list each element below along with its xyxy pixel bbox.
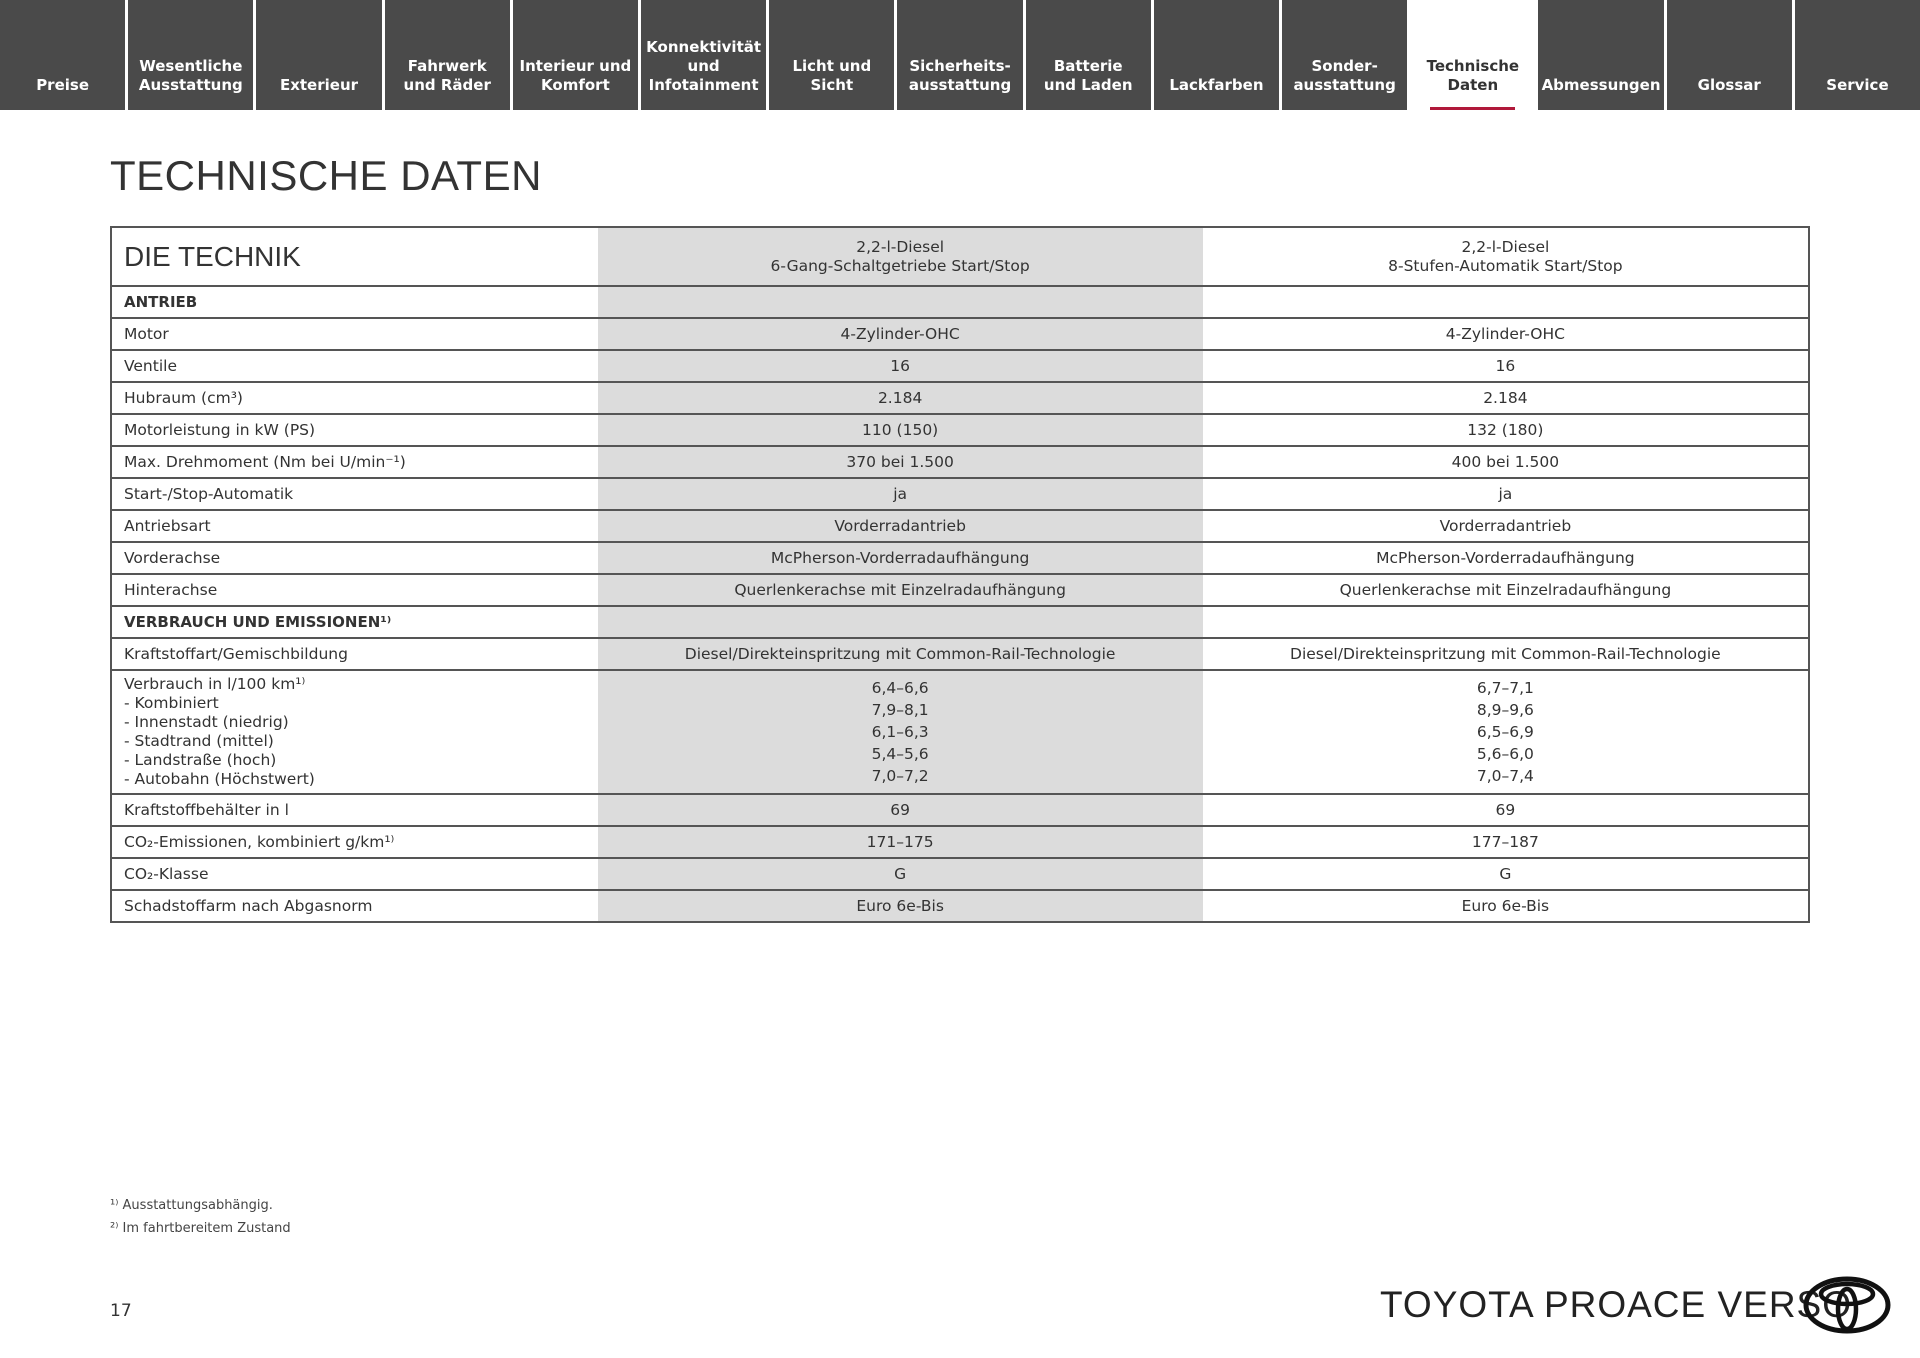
row-label: Motor xyxy=(111,318,598,350)
tab-sicherheits-ausstattung[interactable]: Sicherheits- ausstattung xyxy=(897,0,1025,110)
table-row xyxy=(111,574,1809,606)
value-automatic: 69 xyxy=(1203,794,1809,826)
table-row xyxy=(111,382,1809,414)
value-automatic: G xyxy=(1203,858,1809,890)
value-automatic: Querlenkerachse mit Einzelradaufhängung xyxy=(1203,574,1809,606)
table-row xyxy=(111,510,1809,542)
page-title: TECHNISCHE DATEN xyxy=(110,152,542,199)
value-automatic: 132 (180) xyxy=(1203,414,1809,446)
value-automatic: 6,7–7,1 8,9–9,6 6,5–6,9 5,6–6,0 7,0–7,4 xyxy=(1203,670,1809,794)
value-manual: G xyxy=(598,858,1203,890)
table-row xyxy=(111,446,1809,478)
value-manual: Diesel/Direkteinspritzung mit Common-Rail-Technologie xyxy=(598,638,1203,670)
tab-konnektivität-und-infotainment[interactable]: Konnektivität und Infotainment xyxy=(641,0,769,110)
row-label: CO₂-Emissionen, kombiniert g/km¹⁾ xyxy=(111,826,598,858)
row-label: Kraftstoffbehälter in l xyxy=(111,794,598,826)
row-label: Verbrauch in l/100 km¹⁾ - Kombiniert - Innenstadt (niedrig) - Stadtrand (mittel) - Landstraße (hoch) - Autobahn (Höchstwert) xyxy=(111,670,598,794)
row-label: Ventile xyxy=(111,350,598,382)
value-manual: 2.184 xyxy=(598,382,1203,414)
table-header-row xyxy=(111,227,1809,286)
row-label: Kraftstoffart/Gemischbildung xyxy=(111,638,598,670)
value-manual xyxy=(598,606,1203,638)
value-automatic: Vorderradantrieb xyxy=(1203,510,1809,542)
tab-licht-und-sicht[interactable]: Licht und Sicht xyxy=(769,0,897,110)
column-header-automatic: 2,2-l-Diesel 8-Stufen-Automatik Start/Stop xyxy=(1203,227,1809,286)
column-header-manual: 2,2-l-Diesel 6-Gang-Schaltgetriebe Start/Stop xyxy=(598,227,1203,286)
value-manual: Vorderradantrieb xyxy=(598,510,1203,542)
value-automatic xyxy=(1203,606,1809,638)
table-heading: DIE TECHNIK xyxy=(111,227,598,286)
value-manual: 69 xyxy=(598,794,1203,826)
table-row xyxy=(111,670,1809,794)
value-manual: 370 bei 1.500 xyxy=(598,446,1203,478)
tab-preise[interactable]: Preise xyxy=(0,0,128,110)
row-label: Hinterachse xyxy=(111,574,598,606)
value-automatic: 2.184 xyxy=(1203,382,1809,414)
value-automatic: 400 bei 1.500 xyxy=(1203,446,1809,478)
row-label: ANTRIEB xyxy=(111,286,598,318)
tab-abmessungen[interactable]: Abmessungen xyxy=(1538,0,1666,110)
tab-sonder-ausstattung[interactable]: Sonder- ausstattung xyxy=(1282,0,1410,110)
page-number: 17 xyxy=(110,1301,132,1321)
value-manual: 16 xyxy=(598,350,1203,382)
table-row xyxy=(111,478,1809,510)
tab-interieur-und-komfort[interactable]: Interieur und Komfort xyxy=(513,0,641,110)
section-row xyxy=(111,286,1809,318)
value-automatic xyxy=(1203,286,1809,318)
value-manual: Euro 6e-Bis xyxy=(598,890,1203,922)
value-manual: ja xyxy=(598,478,1203,510)
tab-exterieur[interactable]: Exterieur xyxy=(256,0,384,110)
row-label: Motorleistung in kW (PS) xyxy=(111,414,598,446)
section-nav xyxy=(0,0,1920,110)
footnote-1: ¹⁾ Ausstattungsabhängig. xyxy=(110,1198,273,1213)
value-automatic: 4-Zylinder-OHC xyxy=(1203,318,1809,350)
section-row xyxy=(111,606,1809,638)
tab-wesentliche-ausstattung[interactable]: Wesentliche Ausstattung xyxy=(128,0,256,110)
value-automatic: ja xyxy=(1203,478,1809,510)
table-row xyxy=(111,890,1809,922)
table-row xyxy=(111,826,1809,858)
value-manual: Querlenkerachse mit Einzelradaufhängung xyxy=(598,574,1203,606)
table-row xyxy=(111,350,1809,382)
tab-fahrwerk-und-räder[interactable]: Fahrwerk und Räder xyxy=(385,0,513,110)
row-label: VERBRAUCH UND EMISSIONEN¹⁾ xyxy=(111,606,598,638)
value-manual: McPherson-Vorderradaufhängung xyxy=(598,542,1203,574)
table-row xyxy=(111,542,1809,574)
table-row xyxy=(111,638,1809,670)
tab-batterie-und-laden[interactable]: Batterie und Laden xyxy=(1026,0,1154,110)
tech-data-table xyxy=(110,226,1810,923)
tab-lackfarben[interactable]: Lackfarben xyxy=(1154,0,1282,110)
value-manual: 110 (150) xyxy=(598,414,1203,446)
row-label: CO₂-Klasse xyxy=(111,858,598,890)
footnote-2: ²⁾ Im fahrtbereitem Zustand xyxy=(110,1221,291,1236)
brand-name: TOYOTA PROACE VERSO xyxy=(1380,1284,1853,1325)
tab-technische-daten[interactable]: Technische Daten xyxy=(1410,0,1538,110)
row-label: Hubraum (cm³) xyxy=(111,382,598,414)
row-label: Max. Drehmoment (Nm bei U/min⁻¹) xyxy=(111,446,598,478)
table-row xyxy=(111,794,1809,826)
value-automatic: 177–187 xyxy=(1203,826,1809,858)
table-row xyxy=(111,858,1809,890)
value-automatic: McPherson-Vorderradaufhängung xyxy=(1203,542,1809,574)
table-row xyxy=(111,414,1809,446)
tab-service[interactable]: Service xyxy=(1795,0,1920,110)
tab-glossar[interactable]: Glossar xyxy=(1667,0,1795,110)
value-automatic: Diesel/Direkteinspritzung mit Common-Rail-Technologie xyxy=(1203,638,1809,670)
table-row xyxy=(111,318,1809,350)
value-automatic: Euro 6e-Bis xyxy=(1203,890,1809,922)
value-manual: 6,4–6,6 7,9–8,1 6,1–6,3 5,4–5,6 7,0–7,2 xyxy=(598,670,1203,794)
value-automatic: 16 xyxy=(1203,350,1809,382)
row-label: Vorderachse xyxy=(111,542,598,574)
row-label: Start-/Stop-Automatik xyxy=(111,478,598,510)
value-manual: 4-Zylinder-OHC xyxy=(598,318,1203,350)
row-label: Schadstoffarm nach Abgasnorm xyxy=(111,890,598,922)
value-manual xyxy=(598,286,1203,318)
value-manual: 171–175 xyxy=(598,826,1203,858)
row-label: Antriebsart xyxy=(111,510,598,542)
toyota-logo-icon xyxy=(1802,1276,1892,1334)
